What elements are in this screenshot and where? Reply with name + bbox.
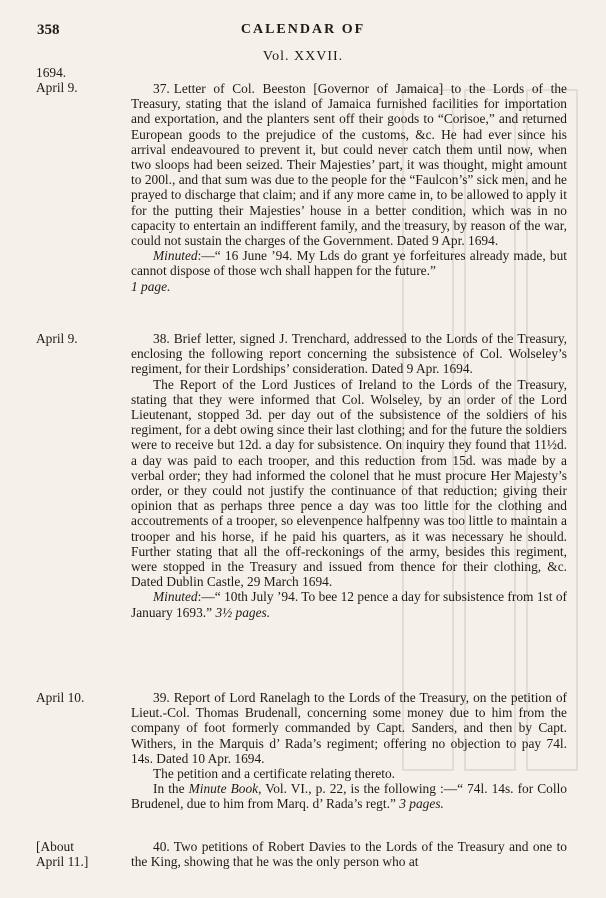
entry-38 (131, 331, 567, 620)
entry-40 (131, 839, 567, 869)
entry-number: 37. (153, 81, 170, 96)
entry-date-line: 1694. (36, 65, 67, 80)
entry-number: 40. (153, 839, 170, 854)
entry-note: The petition and a certificate relating thereto. (153, 766, 396, 782)
page-number: 358 (37, 22, 60, 38)
minute-book-prefix: In the (153, 781, 189, 797)
volume-heading: Vol. XXVII. (262, 49, 344, 64)
page-count: 3 pages. (399, 796, 444, 812)
minuted-label: Minuted (153, 248, 198, 264)
entry-number: 38. (153, 331, 170, 346)
page-count: 3½ pages. (215, 604, 271, 620)
entry-body: Letter of Col. Beeston [Governor of Jamaica] to the Lords of the Treasury, stating that the island of Jamaica furnished facilities for importation and exportation, and the planters sent off their goods to “Corisoe,” and returned European goods to the prejudice of the customs, &c. He had ever since his arrival endeavoured to prevent it, but could never catch them until now, when two sloops had been seized. Their Majesties’ part, it was thought, might amount to 200l., and that sum was due to the people for the “Faulcon’s” sick men, and he prayed to discharge that claim; and if any more came in, to be allowed to apply it for the putting their Majesties’ house in a better condition, which was in no capacity to entertain an indifferent family, and the treasury, by reason of the war, could not sustain the charges of the Government. Dated 9 Apr. 1694. (131, 81, 567, 249)
page-count: 1 page. (131, 278, 171, 294)
minuted-text: :—“ 16 June ’94. My Lds do grant ye forfeitures already made, but cannot dispose of those wch shall happen for the future.” (131, 248, 567, 279)
minute-book-title: Minute Book (188, 781, 259, 797)
entry-40-date (36, 839, 88, 869)
entry-body: Report of Lord Ranelagh to the Lords of the Treasury, on the petition of Lieut.-Col. Thomas Brudenall, concerning some money due to him from the company of foot formerly commanded by Capt. Sanders, and then by Capt. Withers, in the Marquis d’ Rada’s regiment; offering no objection to pay 74l. 14s. Dated 10 Apr. 1694. (131, 690, 567, 766)
minute-book-text: , Vol. VI., p. 22, is the following :—“ 74l. 14s. for Collo Brudenel, due to him from Marq. d’ Rada’s regt.” (131, 781, 567, 812)
entry-38-date (36, 331, 78, 346)
entry-37-date (36, 65, 78, 95)
entry-body: Two petitions of Robert Davies to the Lords of the Treasury and one to the King, showing that he was the only person who at (131, 839, 567, 870)
entry-date-line: [About (36, 839, 74, 854)
minuted-text: :—“ 10th July ’94. To bee 12 pence a day for subsistence from 1st of January 1693.” (131, 589, 567, 620)
entry-37 (131, 81, 567, 294)
entry-39-date (36, 690, 84, 705)
entry-date-line: April 9. (36, 331, 78, 346)
entry-date-line: April 9. (36, 80, 78, 96)
entry-number: 39. (153, 690, 170, 705)
running-head: CALENDAR OF (240, 22, 366, 37)
entry-date-line: April 10. (36, 690, 85, 705)
entry-39 (131, 690, 567, 812)
minuted-label: Minuted (153, 589, 198, 605)
entry-body: Brief letter, signed J. Trenchard, addressed to the Lords of the Treasury, enclosing the following report concerning the subsistence of Col. Wolseley’s regiment, for their Lordships’ consideration. Dated 9 Apr. 1694. (131, 331, 567, 377)
enclosure-report: The Report of the Lord Justices of Ireland to the Lords of the Treasury, stating that they were informed that Col. Wolseley, by an order of the Lord Lieutenant, stopped 3d. per day out of the subsistence of the soldiers of his regiment, for a debt owing since their last clothing; and for the future the soldiers were to receive but 12d. a day for subsistence. On inquiry they found that 11½d. a day was paid to each trooper, and this reduction from 15d. was made by a verbal order; they had informed the colonel that he must procure Her Majesty’s order, or they could not justify the continuance of that reduction; giving their opinion that as perhaps three pence a day was too little for the clothing and accoutrements of a trooper, so elevenpence halfpenny was too little to maintain a trooper and his horse, if he paid his quarters, as it was necessary he should. Further stating that all the off-reckonings of the army, besides this regiment, were stopped in the Treasury and issued from thence for their clothing, &c. Dated Dublin Castle, 29 March 1694. (131, 376, 567, 590)
entry-date-line: April 11.] (36, 854, 89, 870)
